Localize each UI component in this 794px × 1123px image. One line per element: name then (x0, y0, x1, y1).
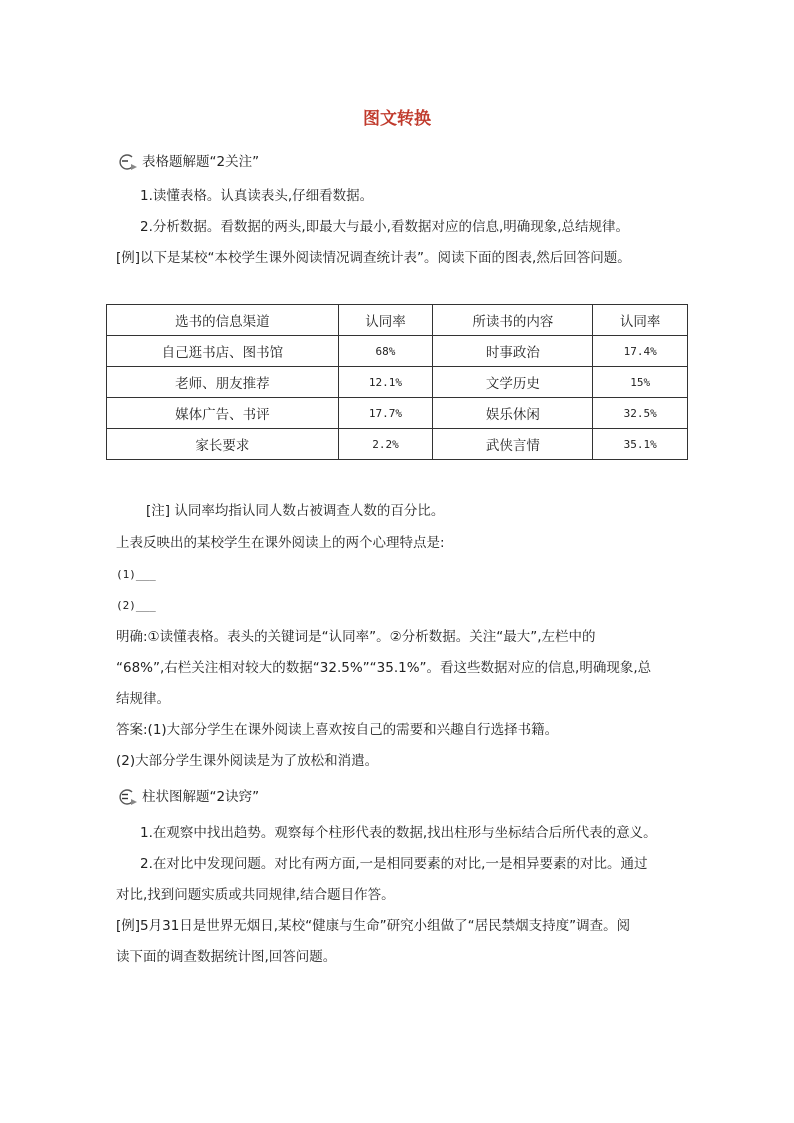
table-cell: 自己逛书店、图书馆 (107, 336, 339, 367)
table-cell: 17.7% (338, 398, 433, 429)
table-header-cell: 选书的信息渠道 (107, 305, 339, 336)
section2-point1: 1.在观察中找出趋势。观察每个柱形代表的数据,找出柱形与坐标结合后所代表的意义。 (140, 825, 657, 841)
section-two-icon (116, 787, 138, 807)
table-header-cell: 认同率 (338, 305, 433, 336)
table-note: [注] 认同率均指认同人数占被调查人数的百分比。 (146, 503, 445, 519)
table-cell: 2.2% (338, 429, 433, 460)
table-cell: 12.1% (338, 367, 433, 398)
table-cell: 文学历史 (433, 367, 593, 398)
answer-line: 答案:(1)大部分学生在课外阅读上喜欢按自己的需要和兴趣自行选择书籍。 (116, 722, 559, 738)
table-header-cell: 所读书的内容 (433, 305, 593, 336)
table-cell: 老师、朋友推荐 (107, 367, 339, 398)
section1-point1: 1.读懂表格。认真读表头,仔细看数据。 (140, 188, 374, 204)
table-cell: 时事政治 (433, 336, 593, 367)
question-text: 上表反映出的某校学生在课外阅读上的两个心理特点是: (116, 535, 445, 551)
table-cell: 家长要求 (107, 429, 339, 460)
table-cell: 媒体广告、书评 (107, 398, 339, 429)
table-cell: 17.4% (593, 336, 688, 367)
section1-heading (116, 152, 259, 172)
section2-point2: 2.在对比中发现问题。对比有两方面,一是相同要素的对比,一是相异要素的对比。通过 (140, 856, 648, 872)
section2-example-cont: 读下面的调查数据统计图,回答问题。 (116, 949, 337, 965)
answer-blank-2: (2)___ (116, 599, 156, 612)
table-cell: 68% (338, 336, 433, 367)
explanation-line: 结规律。 (116, 691, 170, 707)
table-row (107, 429, 688, 460)
section2-example: [例]5月31日是世界无烟日,某校“健康与生命”研究小组做了“居民禁烟支持度”调查。阅 (116, 918, 631, 934)
table-cell: 武侠言情 (433, 429, 593, 460)
reading-survey-table (106, 304, 688, 460)
table-header-row (107, 305, 688, 336)
explanation-line: 明确:①读懂表格。表头的关键词是“认同率”。②分析数据。关注“最大”,左栏中的 (116, 629, 596, 645)
section2-heading-text: 柱状图解题“2诀窍” (142, 789, 260, 805)
page-title: 图文转换 (363, 109, 431, 129)
table-header-cell: 认同率 (593, 305, 688, 336)
section-one-icon (116, 152, 138, 172)
section1-point2: 2.分析数据。看数据的两头,即最大与最小,看数据对应的信息,明确现象,总结规律。 (140, 219, 630, 235)
section1-example: [例]以下是某校“本校学生课外阅读情况调查统计表”。阅读下面的图表,然后回答问题。 (116, 250, 631, 266)
table-cell: 32.5% (593, 398, 688, 429)
section2-heading (116, 787, 259, 807)
explanation-line: “68%”,右栏关注相对较大的数据“32.5%”“35.1%”。看这些数据对应的信息,明确现象,总 (116, 660, 652, 676)
table-cell: 35.1% (593, 429, 688, 460)
table-cell: 娱乐休闲 (433, 398, 593, 429)
table-cell: 15% (593, 367, 688, 398)
section2-point2-cont: 对比,找到问题实质或共同规律,结合题目作答。 (116, 887, 395, 903)
answer-blank-1: (1)___ (116, 568, 156, 581)
table-row (107, 398, 688, 429)
section1-heading-text: 表格题解题“2关注” (142, 154, 260, 170)
table-row (107, 336, 688, 367)
table-row (107, 367, 688, 398)
answer-line: (2)大部分学生课外阅读是为了放松和消遣。 (116, 753, 379, 769)
